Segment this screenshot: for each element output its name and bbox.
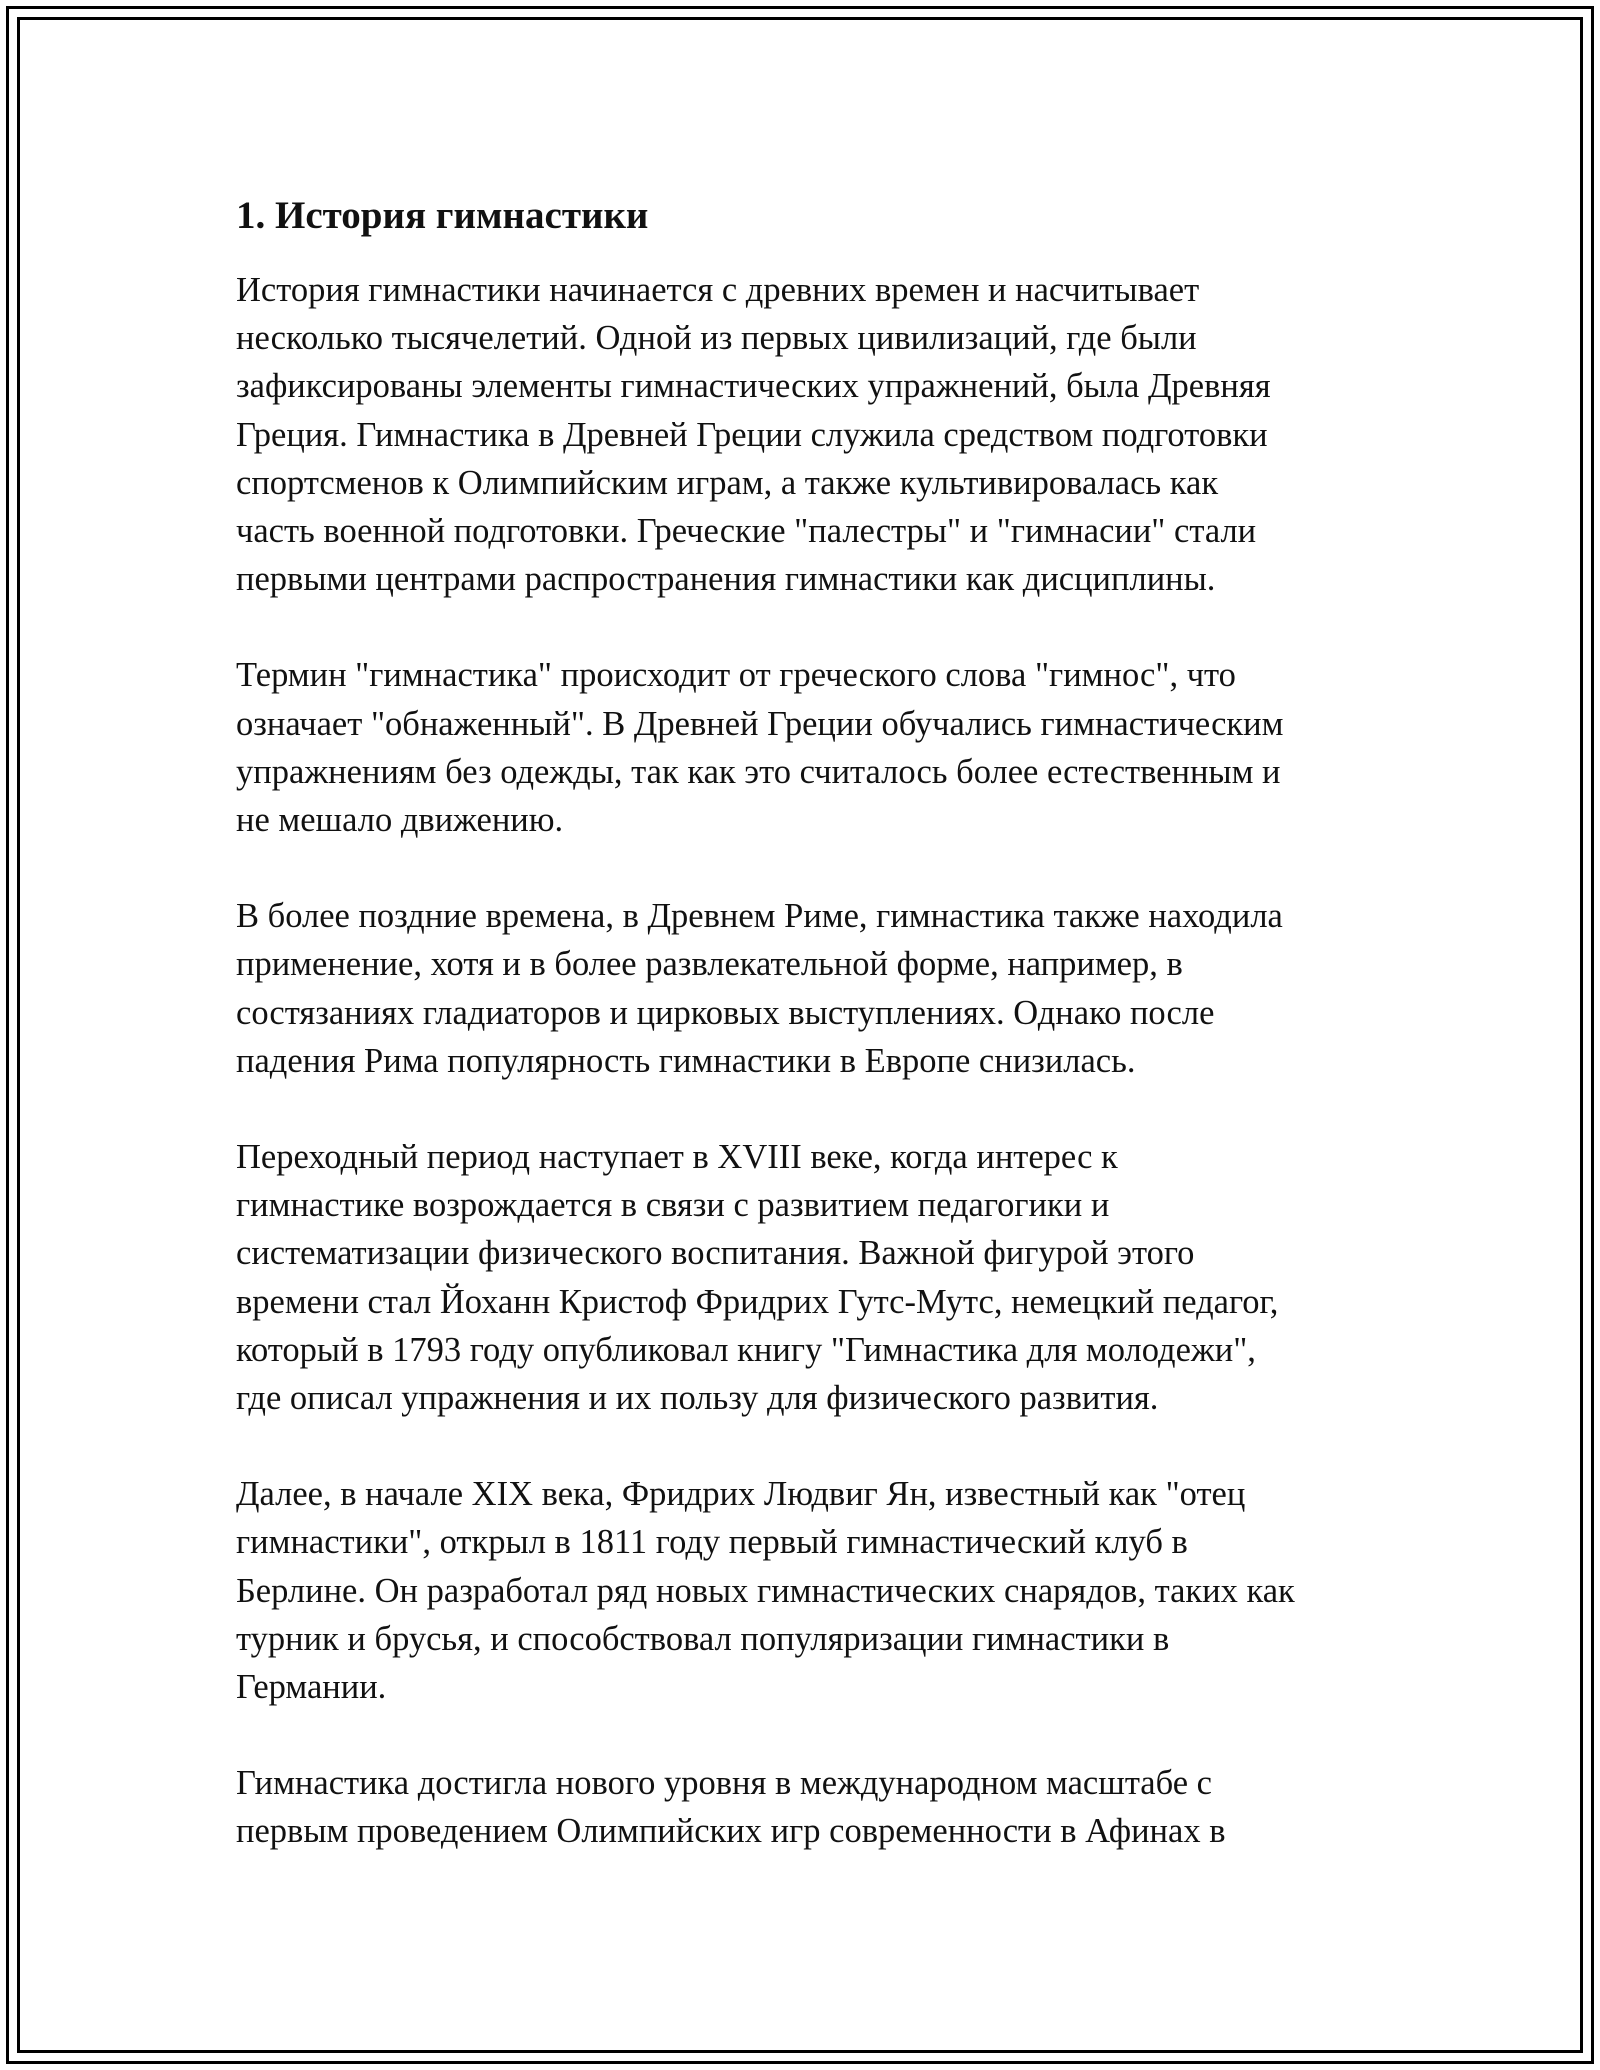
paragraph-19th-century: Далее, в начале XIX века, Фридрих Людвиг Ян, известный как "отец гимнастики", открыл в 1811 году первый гимнастический клуб в Берлине. Он разработал ряд новых гимнастических снарядов, таких как турник и брусья, и способствовал популяризации гимнастики в Германии. — [236, 1475, 1295, 1707]
paragraph-18th-century: Переходный период наступает в XVIII веке, когда интерес к гимнастике возрождается в связи с развитием педагогики и систематизации физического воспитания. Важной фигурой этого времени стал Йоханн Кристоф Фридрих Гутс-Мутс, немецкий педагог, который в 1793 году опубликовал книгу "Гимнастика для молодежи", где описал упражнения и их пользу для физического развития. — [236, 1138, 1279, 1418]
paragraph-olympics: Гимнастика достигла нового уровня в международном масштабе с первым проведением Олимпийских игр современности в Афинах в — [236, 1764, 1226, 1851]
paragraph-ancient-rome: В более поздние времена, в Древнем Риме, гимнастика также находила применение, хотя и в более развлекательной форме, например, в состязаниях гладиаторов и цирковых выступлениях. Однако после падения Рима популярность гимнастики в Европе снизилась. — [236, 897, 1283, 1080]
paragraph-term-origin: Термин "гимнастика" происходит от греческого слова "гимнос", что означает "обнаженный". В Древней Греции обучались гимнастическим упражнениям без одежды, так как это считалось более естественным и не мешало движению. — [236, 656, 1284, 840]
paragraph-ancient-greece: История гимнастики начинается с древних времен и насчитывает несколько тысячелетий. Одной из первых цивилизаций, где были зафиксированы элементы гимнастических упражнений, была Древняя Греция. Гимнастика в Древней Греции служила средством подготовки спортсменов к Олимпийским играм, а также культивировалась как часть военной подготовки. Греческие "палестры" и "гимнасии" стали первыми центрами распространения гимнастики как дисциплины. — [236, 271, 1271, 599]
document-page — [236, 188, 1376, 1904]
section-heading: 1. История гимнастики — [236, 194, 649, 237]
